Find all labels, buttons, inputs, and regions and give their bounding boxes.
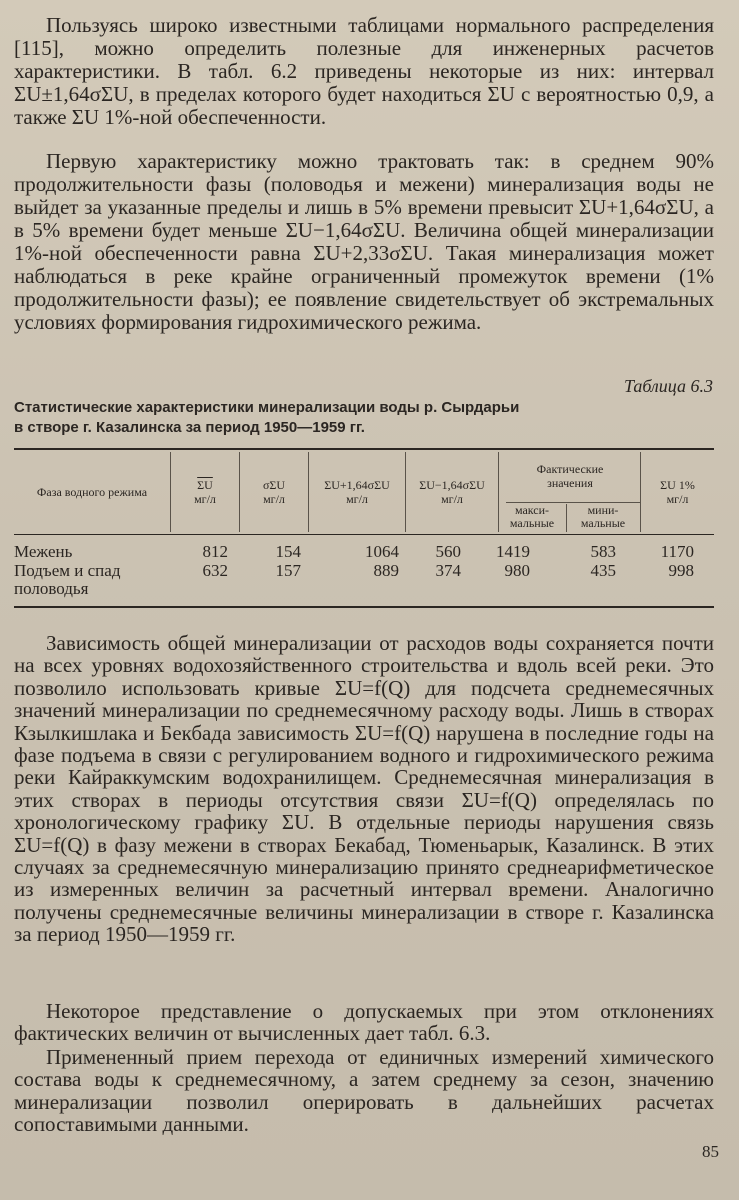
header-phase-text: Фаза водного режима [36, 485, 148, 499]
header-sigma [240, 452, 308, 532]
header-actual [499, 452, 641, 500]
row-low-water-minus: 560 [435, 542, 461, 561]
row-low-water-p1: 1170 [660, 542, 694, 561]
page-number: 85 [702, 1142, 719, 1161]
table-label: Таблица 6.3 [623, 376, 713, 396]
header-p1-text: ΣU 1% [660, 478, 695, 492]
header-minus [406, 452, 498, 532]
header-max: макси-мальные [509, 503, 555, 530]
header-phase [14, 452, 170, 532]
row-flood-sigma: 157 [275, 561, 301, 580]
header-minus-unit: мг/л [441, 492, 463, 506]
row-low-water-mean: 812 [202, 542, 228, 561]
paragraph-method: Примененный прием перехода от единичных измерений химического состава воды к среднемесячному, а затем среднему за сезон, значению минерализации позволил оперировать в дальнейших расчетах сопоставимыми данными. [14, 1045, 714, 1137]
table-title [14, 398, 714, 438]
row-flood-mean: 632 [202, 561, 228, 580]
row-flood-min: 435 [590, 561, 616, 580]
row-flood-max: 980 [504, 561, 530, 580]
row-low-water-plus: 1064 [365, 542, 399, 561]
row-low-water-sigma: 154 [275, 542, 301, 561]
row-flood-plus: 889 [373, 561, 399, 580]
header-plus-text: ΣU+1,64σΣU [324, 478, 390, 492]
header-plus-unit: мг/л [346, 492, 368, 506]
paragraph-deviations: Некоторое представление о допускаемых при этом отклонениях фактических величин от вычисленных дает табл. 6.3. [14, 999, 714, 1046]
header-mean-unit: мг/л [194, 492, 216, 506]
header-plus [309, 452, 405, 532]
header-actual-text: Фактические значения [536, 462, 604, 490]
row-low-water-max: 1419 [496, 542, 530, 561]
header-p1-unit: мг/л [666, 492, 689, 506]
row-low-water-min: 583 [590, 542, 616, 561]
header-sigma-unit: мг/л [263, 492, 285, 506]
header-minus-text: ΣU−1,64σΣU [419, 478, 485, 492]
table-title-line2: в створе г. Казалинска за период 1950—1959 гг. [14, 419, 365, 436]
table-top-rule [14, 448, 714, 450]
table-bottom-rule [14, 606, 714, 608]
paragraph-first-characteristic: Первую характеристику можно трактовать так: в среднем 90% продолжительности фазы (половодья и межени) минерализация воды не выйдет за указанные пределы и лишь в 5% времени превысит ΣU+1,64σΣU, а в 5% времени будет меньше ΣU−1,64σΣU. Величина общей минерализации 1%-ной обеспеченности равна ΣU+2,33σΣU. Такая минерализация может наблюдаться в реке крайне ограниченный промежуток времени (1% продолжительности фазы); ее появление свидетельствует об экстремальных условиях формирования гидрохимического режима. [14, 149, 714, 334]
row-low-water-phase: Межень [14, 542, 73, 561]
row-flood-minus: 374 [435, 561, 461, 580]
table-header-rule [14, 534, 714, 535]
header-mean [171, 452, 239, 532]
header-sigma-text: σΣU [262, 478, 286, 492]
table-title-line1: Статистические характеристики минерализации воды р. Сырдарьи [14, 399, 520, 416]
header-p1 [641, 452, 714, 532]
header-min: мини-мальные [580, 503, 626, 530]
paragraph-normal-distribution: Пользуясь широко известными таблицами нормального распределения [115], можно определить полезные для инженерных расчетов характеристики. В табл. 6.2 приведены некоторые из них: интервал ΣU±1,64σΣU, в пределах которого будет находиться ΣU с вероятностью 0,9, а также ΣU 1%-ной обеспеченности. [14, 13, 714, 129]
paragraph-dependence: Зависимость общей минерализации от расходов воды сохраняется почти на всех уровнях водохозяйственного строительства и вдоль всей реки. Это позволило использовать кривые ΣU=f(Q) для подсчета среднемесячных значений минерализации по среднемесячному расходу воды. Лишь в створах Кзылкишлака и Бекбада зависимость ΣU=f(Q) нарушена в последние годы на фазе подъема в связи с регулированием водного и гидрохимического режима реки Кайраккумским водохранилищем. Среднемесячная минерализация в этих створах в периоды отсутствия связи ΣU=f(Q) определялась по хронологическому графику ΣU. В отдельные периоды нарушения связь ΣU=f(Q) в фазу межени в створах Бекабад, Тюменьарык, Казалинск. В этих случаях за среднемесячную минерализацию принято среднеарифметическое из измеренных величин за расчетный интервал времени. Аналогично получены среднемесячные величины минерализации в створе г. Казалинска за период 1950—1959 гг. [14, 631, 714, 947]
row-flood-p1: 998 [668, 561, 694, 580]
header-mean-text: $\overline{\Sigma U}$ [197, 478, 213, 492]
row-flood-phase: Подъем и спад половодья [14, 561, 121, 598]
